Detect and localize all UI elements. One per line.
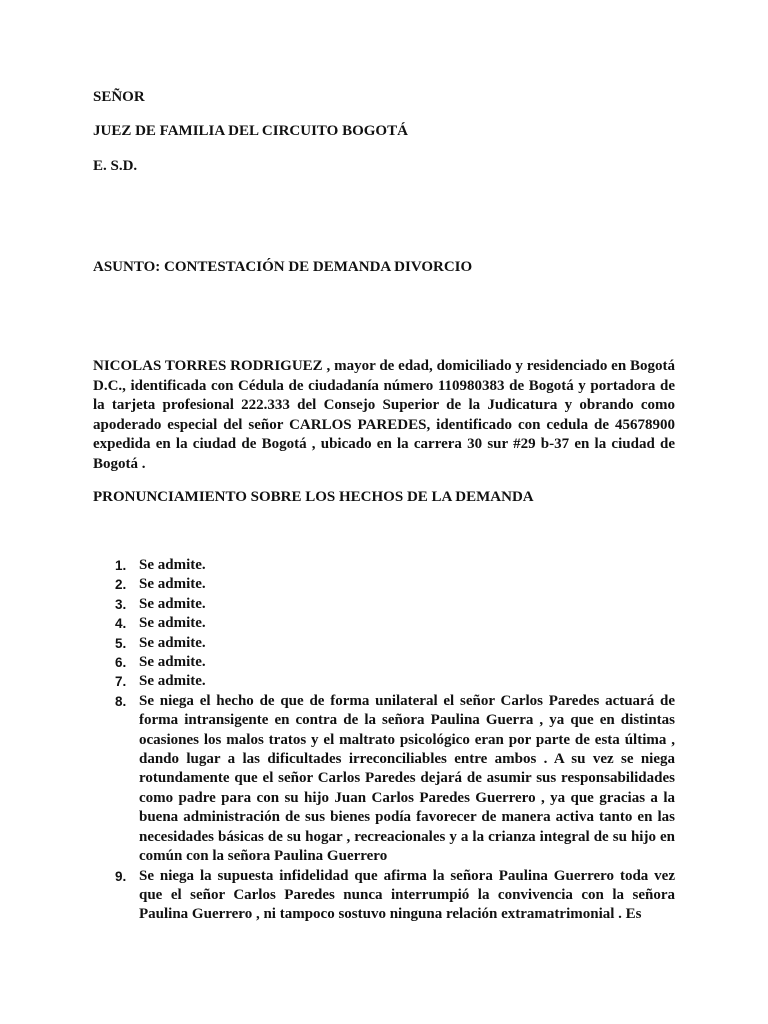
- list-item: [93, 556, 675, 575]
- list-item-number: 1.: [115, 558, 127, 573]
- list-item: [93, 634, 675, 653]
- list-item-text: Se admite.: [139, 654, 206, 671]
- list-item-number: 4.: [115, 616, 127, 632]
- list-item: [93, 575, 675, 594]
- list-item-number: 3.: [115, 596, 127, 612]
- list-item-text: Se admite.: [139, 557, 206, 573]
- list-item-number: 9.: [115, 868, 127, 884]
- list-item-number: 2.: [115, 577, 127, 593]
- list-item-text: Se admite.: [139, 673, 206, 690]
- list-item: [93, 614, 675, 633]
- list-item: [93, 672, 675, 691]
- addressee-court: JUEZ DE FAMILIA DEL CIRCUITO BOGOTÁ: [93, 123, 408, 139]
- list-item: [93, 692, 675, 867]
- list-item-number: 5.: [115, 635, 127, 651]
- list-item-text: Se admite.: [139, 634, 206, 651]
- facts-list: [93, 556, 675, 925]
- list-item: [93, 867, 675, 925]
- subject-line: ASUNTO: CONTESTACIÓN DE DEMANDA DIVORCIO: [93, 259, 473, 275]
- list-item-text: Se admite.: [139, 615, 206, 632]
- list-item-number: 7.: [115, 674, 127, 690]
- list-item-number: 6.: [115, 655, 127, 671]
- addressee-esd: E. S.D.: [93, 158, 138, 174]
- list-item-text: Se admite.: [139, 595, 206, 612]
- list-item-number: 8.: [115, 693, 127, 709]
- list-item-text: Se niega el hecho de que de forma unilateral el señor Carlos Paredes actuará de forma intransigente en contra de la señora Paulina Guerra , ya que en distintas ocasiones los malos tratos y el maltrato psicológico eran por parte de esta última , dando lugar a las dificultades irreconciliables entre ambos . A su vez se niega rotundamente que el señor Carlos Paredes dejará de asumir sus responsabilidades como padre para con su hijo Juan Carlos Paredes Guerrero , ya que gracias a la buena administración de sus bienes podía favorecer de manera activa tanto en las necesidades básicas de su hogar , recreacionales y a la crianza integral de su hijo en común con la señora Paulina Guerrero: [139, 692, 675, 865]
- intro-paragraph: NICOLAS TORRES RODRIGUEZ , mayor de edad, domiciliado y residenciado en Bogotá D.C., identificada con Cédula de ciudadanía número 110980383 de Bogotá y portadora de la tarjeta profesional 222.333 del Consejo Superior de la Judicatura y obrando como apoderado especial del señor CARLOS PAREDES, identificado con cedula de 45678900 expedida en la ciudad de Bogotá , ubicado en la carrera 30 sur #29 b-37 en la ciudad de Bogotá .: [93, 358, 675, 472]
- list-item-text: Se admite.: [139, 576, 206, 593]
- list-item-text: Se niega la supuesta infidelidad que afirma la señora Paulina Guerrero toda vez que el señor Carlos Paredes nunca interrumpió la convivencia con la señora Paulina Guerrero , ni tampoco sostuvo ninguna relación extramatrimonial . Es: [139, 867, 675, 923]
- list-item: [93, 653, 675, 672]
- addressee-title: SEÑOR: [93, 89, 145, 105]
- section-title: PRONUNCIAMIENTO SOBRE LOS HECHOS DE LA DEMANDA: [93, 489, 534, 505]
- list-item: [93, 595, 675, 614]
